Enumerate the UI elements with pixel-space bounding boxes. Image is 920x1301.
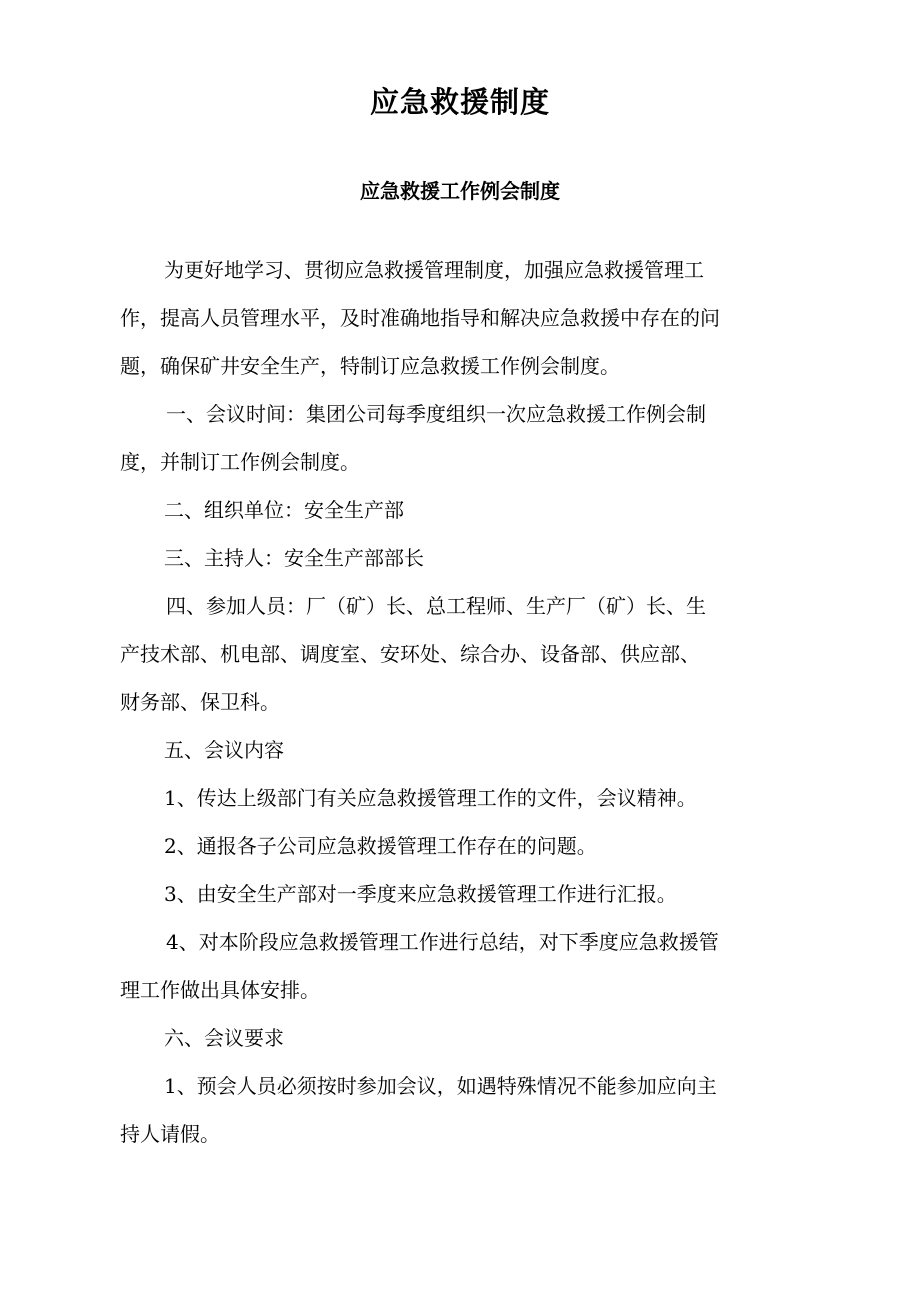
text-line: 1、传达上级部门有关应急救援管理工作的文件，会议精神。: [164, 786, 697, 810]
document-title: 应急救援制度: [369, 85, 550, 119]
text-line: 理工作做出具体安排。: [120, 978, 320, 1002]
text-line: 1、预会人员必须按时参加会议，如遇特殊情况不能参加应向主: [164, 1074, 717, 1098]
section-heading-meeting-content: [120, 726, 810, 774]
text-line: 三、主持人：安全生产部部长: [164, 546, 424, 570]
paragraph-purpose: [120, 246, 810, 390]
text-line: 题，确保矿井安全生产，特制订应急救援工作例会制度。: [120, 354, 620, 378]
section-heading-meeting-requirements: [120, 1014, 810, 1062]
list-item-content-4: [120, 918, 810, 1014]
paragraph-organizer: [120, 486, 810, 534]
text-line: 产技术部、机电部、调度室、安环处、综合办、设备部、供应部、: [120, 642, 700, 666]
paragraph-host: [120, 534, 810, 582]
text-line: 2、通报各子公司应急救援管理工作存在的问题。: [164, 834, 597, 858]
paragraph-meeting-time: [120, 390, 810, 486]
text-line: 度，并制订工作例会制度。: [120, 450, 360, 474]
text-line: 五、会议内容: [164, 738, 284, 762]
list-item-content-1: [120, 774, 810, 822]
list-item-content-3: [120, 870, 810, 918]
paragraph-participants: [120, 582, 810, 726]
text-line: 六、会议要求: [164, 1026, 284, 1050]
list-item-requirement-1: [120, 1062, 810, 1158]
text-line: 二、组织单位：安全生产部: [164, 498, 404, 522]
text-line: 作，提高人员管理水平，及时准确地指导和解决应急救援中存在的问: [120, 306, 720, 330]
text-line: 一、会议时间：集团公司每季度组织一次应急救援工作例会制: [166, 402, 706, 426]
text-line: 为更好地学习、贯彻应急救援管理制度，加强应急救援管理工: [164, 258, 704, 282]
list-item-content-2: [120, 822, 810, 870]
text-line: 3、由安全生产部对一季度来应急救援管理工作进行汇报。: [164, 882, 677, 906]
text-line: 持人请假。: [120, 1122, 220, 1146]
document-subtitle: 应急救援工作例会制度: [360, 179, 560, 203]
document-body: [120, 246, 810, 1158]
text-line: 四、参加人员：厂（矿）长、总工程师、生产厂（矿）长、生: [166, 594, 706, 618]
text-line: 4、对本阶段应急救援管理工作进行总结，对下季度应急救援管: [166, 930, 719, 954]
text-line: 财务部、保卫科。: [120, 690, 280, 714]
